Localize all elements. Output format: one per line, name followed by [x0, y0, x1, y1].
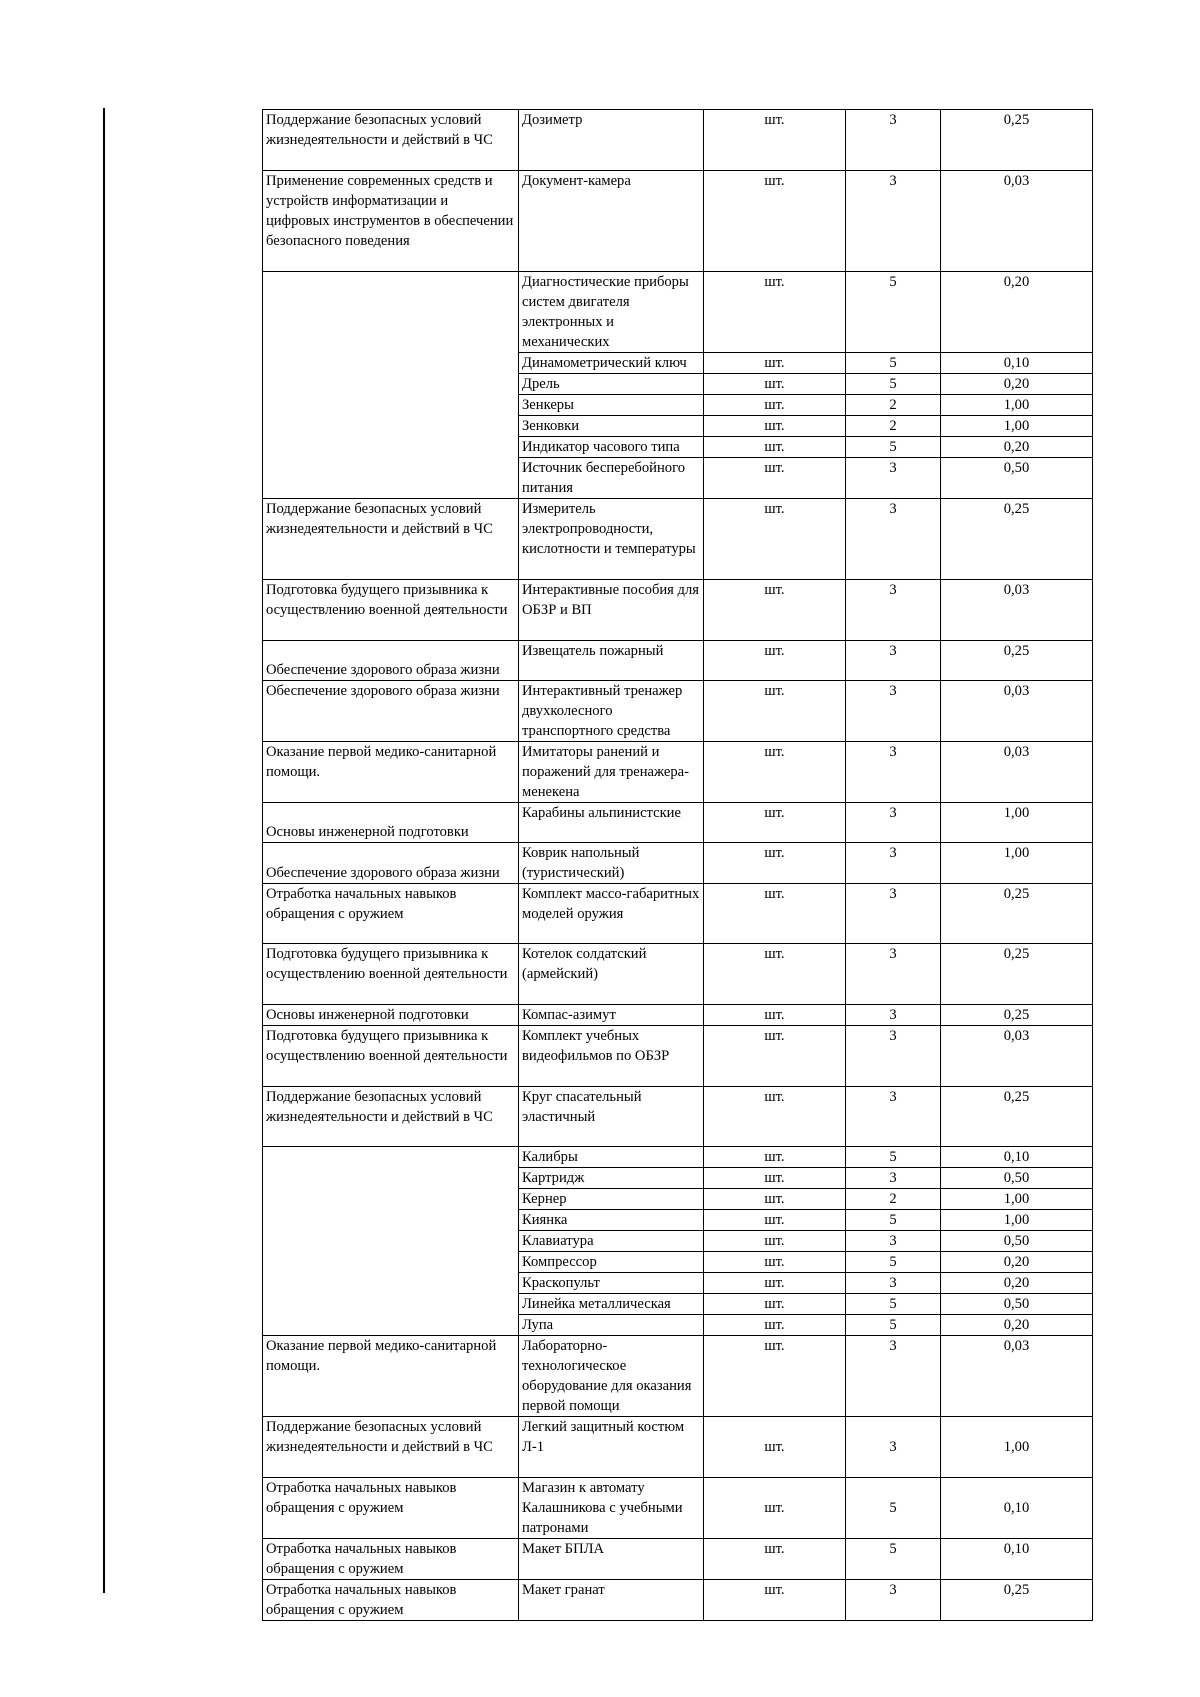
quantity-cell: 2 [846, 1189, 941, 1210]
unit-cell: шт. [704, 1231, 846, 1252]
coefficient-cell: 0,25 [941, 884, 1093, 944]
table-row [263, 171, 1093, 272]
quantity-cell: 5 [846, 1210, 941, 1231]
unit-cell: шт. [704, 395, 846, 416]
direction-cell: Отработка начальных навыков обращения с оружием [263, 1580, 519, 1621]
coefficient-cell: 0,10 [941, 1539, 1093, 1580]
equipment-table [262, 109, 1093, 1621]
unit-cell: шт. [704, 843, 846, 884]
equipment-name-cell: Котелок солдатский (армейский) [519, 944, 704, 1005]
equipment-name-cell: Линейка металлическая [519, 1294, 704, 1315]
quantity-cell: 3 [846, 641, 941, 681]
direction-cell: Поддержание безопасных условий жизнедеятельности и действий в ЧС [263, 1087, 519, 1147]
coefficient-cell: 1,00 [941, 1210, 1093, 1231]
coefficient-cell: 0,25 [941, 641, 1093, 681]
coefficient-cell: 0,25 [941, 499, 1093, 580]
coefficient-cell: 0,10 [941, 353, 1093, 374]
unit-cell: шт. [704, 580, 846, 641]
coefficient-cell: 0,20 [941, 272, 1093, 353]
unit-cell: шт. [704, 272, 846, 353]
unit-cell: шт. [704, 374, 846, 395]
table-row [263, 1539, 1093, 1580]
quantity-cell: 3 [846, 110, 941, 171]
table-row [263, 110, 1093, 171]
unit-cell: шт. [704, 1210, 846, 1231]
equipment-name-cell: Комплект учебных видеофильмов по ОБЗР [519, 1026, 704, 1087]
unit-cell: шт. [704, 944, 846, 1005]
direction-cell: Поддержание безопасных условий жизнедеятельности и действий в ЧС [263, 1417, 519, 1478]
equipment-name-cell: Зенкеры [519, 395, 704, 416]
equipment-name-cell: Измеритель электропроводности, кислотности и температуры [519, 499, 704, 580]
quantity-cell: 3 [846, 1336, 941, 1417]
table-row [263, 843, 1093, 884]
equipment-name-cell: Имитаторы ранений и поражений для тренажера-менекена [519, 742, 704, 803]
quantity-cell: 5 [846, 1147, 941, 1168]
equipment-name-cell: Компас-азимут [519, 1005, 704, 1026]
equipment-name-cell: Интерактивный тренажер двухколесного транспортного средства [519, 681, 704, 742]
equipment-name-cell: Киянка [519, 1210, 704, 1231]
direction-cell: Обеспечение здорового образа жизни [263, 681, 519, 742]
coefficient-cell: 0,20 [941, 374, 1093, 395]
unit-cell: шт. [704, 458, 846, 499]
quantity-cell: 3 [846, 843, 941, 884]
table-row [263, 499, 1093, 580]
unit-cell: шт. [704, 1252, 846, 1273]
unit-cell: шт. [704, 1026, 846, 1087]
unit-cell: шт. [704, 1580, 846, 1621]
quantity-cell: 3 [846, 171, 941, 272]
direction-cell: Оказание первой медико-санитарной помощи. [263, 742, 519, 803]
equipment-name-cell: Компрессор [519, 1252, 704, 1273]
quantity-cell: 3 [846, 681, 941, 742]
quantity-cell: 5 [846, 374, 941, 395]
quantity-cell: 3 [846, 944, 941, 1005]
table-row [263, 1336, 1093, 1417]
coefficient-cell: 0,10 [941, 1147, 1093, 1168]
quantity-cell: 3 [846, 1580, 941, 1621]
equipment-name-cell: Диагностические приборы систем двигателя электронных и механических [519, 272, 704, 353]
direction-cell: Подготовка будущего призывника к осуществлению военной деятельности [263, 1026, 519, 1087]
coefficient-cell: 0,50 [941, 1294, 1093, 1315]
coefficient-cell: 0,50 [941, 1168, 1093, 1189]
coefficient-cell: 0,03 [941, 1336, 1093, 1417]
direction-cell: Оказание первой медико-санитарной помощи. [263, 1336, 519, 1417]
equipment-name-cell: Калибры [519, 1147, 704, 1168]
quantity-cell: 3 [846, 1417, 941, 1478]
equipment-name-cell: Динамометрический ключ [519, 353, 704, 374]
quantity-cell: 5 [846, 437, 941, 458]
coefficient-cell: 0,03 [941, 580, 1093, 641]
quantity-cell: 3 [846, 803, 941, 843]
quantity-cell: 3 [846, 1087, 941, 1147]
table-row [263, 944, 1093, 1005]
unit-cell: шт. [704, 171, 846, 272]
coefficient-cell: 1,00 [941, 803, 1093, 843]
table-row [263, 641, 1093, 681]
table-row [263, 1580, 1093, 1621]
table-row [263, 1087, 1093, 1147]
unit-cell: шт. [704, 1539, 846, 1580]
equipment-name-cell: Источник бесперебойного питания [519, 458, 704, 499]
table-row [263, 580, 1093, 641]
coefficient-cell: 1,00 [941, 416, 1093, 437]
coefficient-cell: 0,03 [941, 742, 1093, 803]
direction-cell: Отработка начальных навыков обращения с оружием [263, 1539, 519, 1580]
equipment-name-cell: Макет БПЛА [519, 1539, 704, 1580]
quantity-cell: 5 [846, 1252, 941, 1273]
table-row [263, 803, 1093, 843]
unit-cell: шт. [704, 1417, 846, 1478]
equipment-name-cell: Лабораторно-технологическое оборудование для оказания первой помощи [519, 1336, 704, 1417]
table-row [263, 742, 1093, 803]
unit-cell: шт. [704, 1315, 846, 1336]
unit-cell: шт. [704, 416, 846, 437]
coefficient-cell: 0,20 [941, 1315, 1093, 1336]
unit-cell: шт. [704, 353, 846, 374]
direction-cell-empty [263, 1147, 519, 1336]
quantity-cell: 5 [846, 1478, 941, 1539]
coefficient-cell: 1,00 [941, 1189, 1093, 1210]
equipment-name-cell: Карабины альпинистские [519, 803, 704, 843]
equipment-name-cell: Лупа [519, 1315, 704, 1336]
unit-cell: шт. [704, 803, 846, 843]
direction-cell: Подготовка будущего призывника к осуществлению военной деятельности [263, 944, 519, 1005]
direction-cell-empty [263, 272, 519, 499]
unit-cell: шт. [704, 1087, 846, 1147]
equipment-name-cell: Макет гранат [519, 1580, 704, 1621]
coefficient-cell: 0,10 [941, 1478, 1093, 1539]
coefficient-cell: 0,50 [941, 1231, 1093, 1252]
direction-cell: Обеспечение здорового образа жизни [263, 843, 519, 884]
equipment-name-cell: Краскопульт [519, 1273, 704, 1294]
direction-cell: Подготовка будущего призывника к осуществлению военной деятельности [263, 580, 519, 641]
unit-cell: шт. [704, 1147, 846, 1168]
coefficient-cell: 0,25 [941, 110, 1093, 171]
equipment-name-cell: Легкий защитный костюм Л-1 [519, 1417, 704, 1478]
unit-cell: шт. [704, 437, 846, 458]
coefficient-cell: 1,00 [941, 395, 1093, 416]
quantity-cell: 3 [846, 1026, 941, 1087]
unit-cell: шт. [704, 1294, 846, 1315]
equipment-name-cell: Дозиметр [519, 110, 704, 171]
quantity-cell: 2 [846, 395, 941, 416]
coefficient-cell: 0,03 [941, 681, 1093, 742]
quantity-cell: 3 [846, 742, 941, 803]
direction-cell: Применение современных средств и устройств информатизации и цифровых инструментов в обеспечении безопасного поведения [263, 171, 519, 272]
table-row [263, 1147, 1093, 1168]
equipment-name-cell: Индикатор часового типа [519, 437, 704, 458]
quantity-cell: 3 [846, 1168, 941, 1189]
coefficient-cell: 1,00 [941, 1417, 1093, 1478]
unit-cell: шт. [704, 499, 846, 580]
equipment-name-cell: Дрель [519, 374, 704, 395]
equipment-name-cell: Картридж [519, 1168, 704, 1189]
direction-cell: Отработка начальных навыков обращения с оружием [263, 884, 519, 944]
table-row [263, 1026, 1093, 1087]
table-row [263, 1417, 1093, 1478]
quantity-cell: 3 [846, 884, 941, 944]
unit-cell: шт. [704, 1189, 846, 1210]
equipment-name-cell: Магазин к автомату Калашникова с учебными патронами [519, 1478, 704, 1539]
quantity-cell: 2 [846, 416, 941, 437]
direction-cell: Поддержание безопасных условий жизнедеятельности и действий в ЧС [263, 110, 519, 171]
quantity-cell: 3 [846, 1231, 941, 1252]
coefficient-cell: 0,25 [941, 1005, 1093, 1026]
coefficient-cell: 0,25 [941, 1087, 1093, 1147]
coefficient-cell: 0,20 [941, 1252, 1093, 1273]
table-row [263, 1005, 1093, 1026]
equipment-name-cell: Комплект массо-габаритных моделей оружия [519, 884, 704, 944]
unit-cell: шт. [704, 1168, 846, 1189]
unit-cell: шт. [704, 884, 846, 944]
unit-cell: шт. [704, 1336, 846, 1417]
table-row [263, 1478, 1093, 1539]
coefficient-cell: 0,20 [941, 1273, 1093, 1294]
quantity-cell: 5 [846, 1539, 941, 1580]
equipment-name-cell: Зенковки [519, 416, 704, 437]
table-row [263, 681, 1093, 742]
unit-cell: шт. [704, 1273, 846, 1294]
direction-cell: Основы инженерной подготовки [263, 803, 519, 843]
quantity-cell: 3 [846, 1273, 941, 1294]
coefficient-cell: 0,03 [941, 1026, 1093, 1087]
quantity-cell: 3 [846, 1005, 941, 1026]
quantity-cell: 3 [846, 580, 941, 641]
coefficient-cell: 0,03 [941, 171, 1093, 272]
unit-cell: шт. [704, 1478, 846, 1539]
unit-cell: шт. [704, 110, 846, 171]
coefficient-cell: 0,50 [941, 458, 1093, 499]
equipment-name-cell: Круг спасательный эластичный [519, 1087, 704, 1147]
table-row [263, 272, 1093, 353]
unit-cell: шт. [704, 681, 846, 742]
quantity-cell: 5 [846, 353, 941, 374]
unit-cell: шт. [704, 742, 846, 803]
equipment-name-cell: Интерактивные пособия для ОБЗР и ВП [519, 580, 704, 641]
unit-cell: шт. [704, 641, 846, 681]
quantity-cell: 5 [846, 272, 941, 353]
direction-cell: Отработка начальных навыков обращения с оружием [263, 1478, 519, 1539]
coefficient-cell: 0,25 [941, 944, 1093, 1005]
equipment-name-cell: Кернер [519, 1189, 704, 1210]
direction-cell: Поддержание безопасных условий жизнедеятельности и действий в ЧС [263, 499, 519, 580]
coefficient-cell: 0,25 [941, 1580, 1093, 1621]
quantity-cell: 3 [846, 458, 941, 499]
quantity-cell: 5 [846, 1294, 941, 1315]
left-margin-line [103, 108, 105, 1593]
quantity-cell: 5 [846, 1315, 941, 1336]
unit-cell: шт. [704, 1005, 846, 1026]
quantity-cell: 3 [846, 499, 941, 580]
equipment-name-cell: Клавиатура [519, 1231, 704, 1252]
coefficient-cell: 1,00 [941, 843, 1093, 884]
table-row [263, 884, 1093, 944]
equipment-name-cell: Извещатель пожарный [519, 641, 704, 681]
equipment-name-cell: Коврик напольный (туристический) [519, 843, 704, 884]
coefficient-cell: 0,20 [941, 437, 1093, 458]
equipment-name-cell: Документ-камера [519, 171, 704, 272]
direction-cell: Обеспечение здорового образа жизни [263, 641, 519, 681]
direction-cell: Основы инженерной подготовки [263, 1005, 519, 1026]
